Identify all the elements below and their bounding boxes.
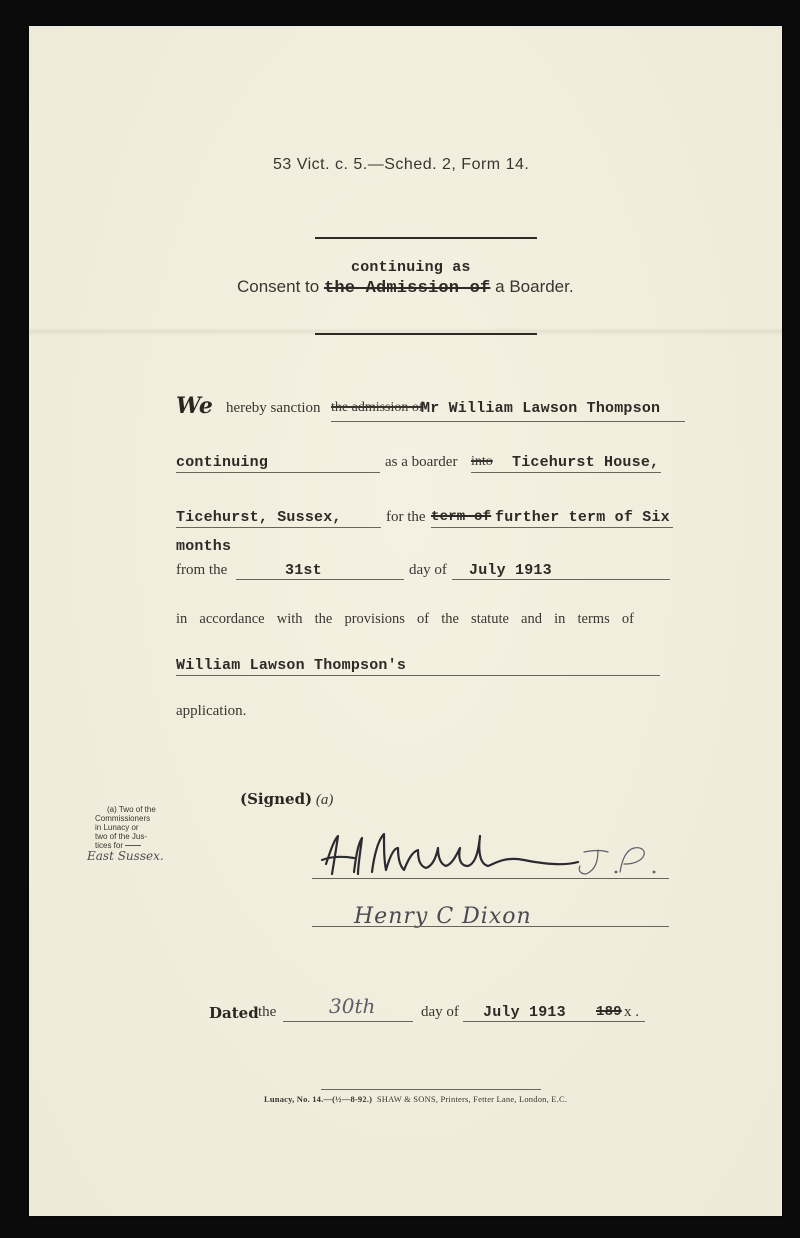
dated-rule-a: [283, 1021, 413, 1022]
patient-name: Mr William Lawson Thompson: [421, 400, 661, 417]
line-4-rule-a: [236, 579, 404, 580]
margin-note-line-4: two of the Jus-: [95, 832, 148, 841]
struck-term: term of: [431, 509, 492, 525]
location-text: Ticehurst, Sussex,: [176, 509, 342, 526]
signature-2-rule: [312, 926, 669, 927]
house-name: Ticehurst House,: [512, 454, 660, 471]
accordance-text: in accordance with the provisions of the statute and in terms of: [176, 611, 634, 627]
title-insertion: continuing as: [351, 259, 471, 276]
line-1-rule: [331, 421, 685, 422]
we-initial: We: [176, 393, 213, 419]
line-2-rule-a: [176, 472, 380, 473]
line-2-rule-b: [471, 472, 661, 473]
margin-note-line-2: Commissioners: [95, 814, 151, 823]
margin-note-line-3: in Lunacy or: [95, 823, 139, 832]
struck-into: into: [471, 454, 493, 469]
margin-note-county: East Sussex.: [87, 849, 164, 863]
day-value: 31st: [285, 562, 322, 579]
heading-rule-bottom: [315, 333, 537, 335]
form-reference-heading: 53 Vict. c. 5.—Sched. 2, Form 14.: [273, 156, 530, 173]
signed-ref: (a): [315, 792, 334, 808]
dated-label: Dated: [209, 1004, 259, 1022]
dated-rule-b: [463, 1021, 645, 1022]
document-page: [29, 26, 782, 1216]
dated-struck-year: 189: [596, 1004, 622, 1020]
margin-note-ref: (a): [107, 805, 117, 814]
footer-printer: SHAW & SONS, Printers, Fetter Lane, London, E.C.: [376, 1094, 568, 1104]
footer-form-number: Lunacy, No. 14.—(½—8-92.): [264, 1094, 373, 1104]
signature-1-suffix: [29, 26, 30, 27]
signature-2: Henry C Dixon: [354, 904, 532, 929]
hereby-sanction-text: hereby sanction: [226, 400, 321, 416]
application-text: application.: [176, 703, 247, 719]
dated-day-of-text: day of: [421, 1004, 459, 1020]
line-3-rule-b: [431, 527, 673, 528]
continuing-word: continuing: [176, 454, 269, 471]
margin-note-line-5: tices for: [95, 841, 124, 850]
signature-1-image: [314, 826, 674, 886]
footer-imprint: [264, 1094, 567, 1104]
for-the-text: for the: [386, 509, 426, 525]
title-struck: the Admission of: [323, 279, 491, 298]
further-term-text: further term of Six: [495, 509, 670, 526]
struck-admission: the admission of: [331, 400, 424, 415]
title-suffix: a Boarder.: [495, 277, 574, 296]
month-year-value: July 1913: [469, 562, 552, 579]
dated-year-tail: x .: [624, 1004, 639, 1020]
dated-the-text: the: [258, 1004, 277, 1020]
heading-rule-top: [315, 237, 537, 239]
line-3-rule-a: [176, 527, 381, 528]
months-word: months: [176, 538, 232, 555]
applicant-name: William Lawson Thompson's: [176, 657, 407, 674]
dated-day-value: 30th: [329, 994, 376, 1018]
line-6-rule: [176, 675, 660, 676]
as-a-boarder-text: as a boarder: [385, 454, 458, 470]
title-prefix: Consent to: [237, 277, 320, 296]
footer-rule: [321, 1089, 541, 1090]
dated-month-year: July 1913: [483, 1004, 566, 1021]
form-title: [237, 277, 574, 298]
from-the-text: from the: [176, 562, 228, 578]
signature-1-rule: [312, 878, 669, 879]
signed-label-group: [240, 790, 333, 809]
day-of-text: day of: [409, 562, 447, 578]
line-4-rule-b: [452, 579, 670, 580]
margin-note-line-1: Two of the: [118, 805, 156, 814]
margin-note: [95, 805, 156, 850]
signed-label: (Signed): [240, 790, 313, 808]
